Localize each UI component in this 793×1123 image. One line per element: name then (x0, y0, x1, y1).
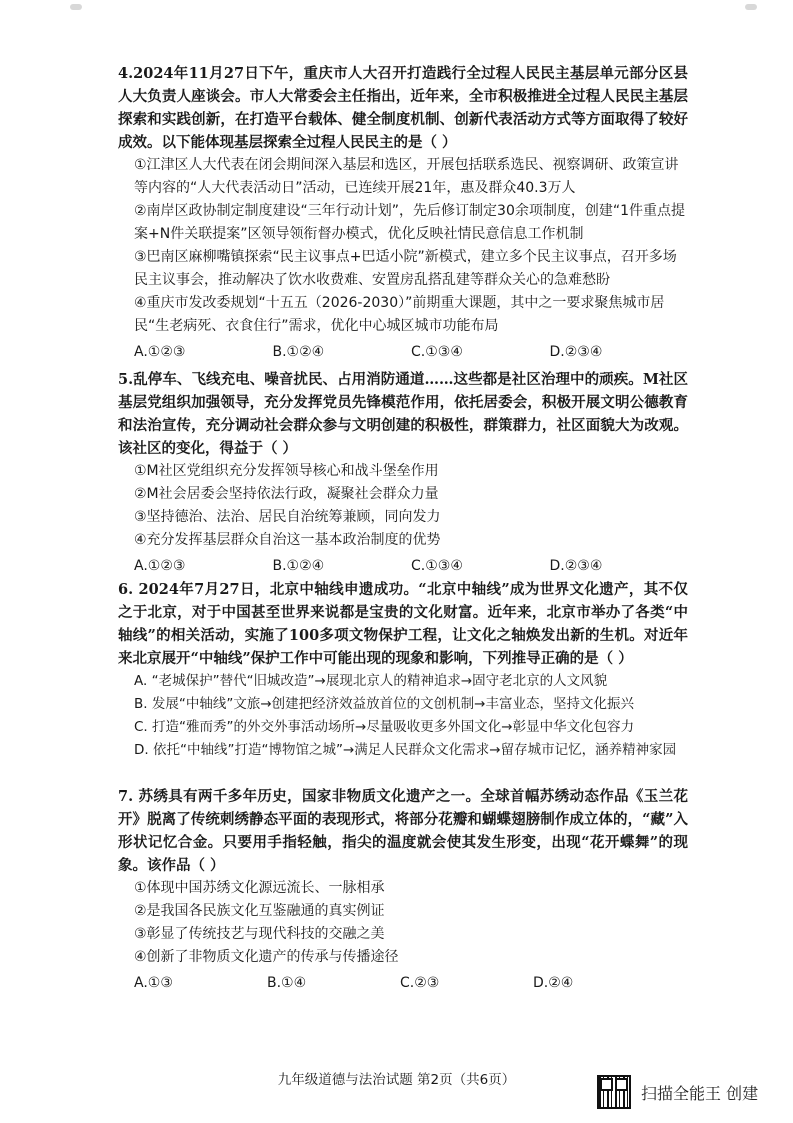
scanner-watermark-text: 扫描全能王 创建 (641, 1083, 759, 1103)
question-7-item-2: ②是我国各民族文化互鉴融通的真实例证 (134, 903, 385, 919)
question-5-item-2: ②M社会居委会坚持依法行政，凝聚社会群众力量 (134, 486, 439, 502)
question-4-choice-d[interactable]: D.②③④ (549, 344, 603, 360)
question-5-choice-c[interactable]: C.①③④ (411, 558, 463, 574)
question-4-item-2: ②南岸区政协制定制度建设“三年行动计划”，先后修订制定30余项制度，创建“1件重点提案+N件关联提案”区领导领衔督办模式，优化反映社情民意信息工作机制 (134, 203, 686, 242)
question-7-choice-c[interactable]: C.②③ (400, 975, 440, 991)
question-7-item-1: ①体现中国苏绣文化源远流长、一脉相承 (134, 880, 385, 896)
question-5-stem: 5.乱停车、飞线充电、噪音扰民、占用消防通道……这些都是社区治理中的顽疾。M社区基层党组织加强领导，充分发挥党员先锋模范作用，依托居委会，积极开展文明公德教育和法治宣传，充分调动社会群众参与文明创建的积极性，群策群力，社区面貌大为改观。该社区的变化，得益于（ ） (118, 371, 688, 457)
question-6-option-b[interactable]: B. 发展“中轴线”文旅→创建把经济效益放首位的文创机制→丰富业态，坚持文化振兴 (134, 696, 634, 712)
scanner-watermark (597, 1075, 758, 1109)
question-7-choices (134, 972, 688, 995)
qr-code-icon (597, 1075, 631, 1109)
question-7-item-3: ③彰显了传统技艺与现代科技的交融之美 (134, 926, 385, 942)
question-5-item-4: ④充分发挥基层群众自治这一基本政治制度的优势 (134, 532, 441, 548)
question-5-choice-a[interactable]: A.①②③ (134, 558, 186, 574)
question-6-stem: 6. 2024年7月27日，北京中轴线申遗成功。“北京中轴线”成为世界文化遗产，其不仅之于北京，对于中国甚至世界来说都是宝贵的文化财富。近年来，北京市举办了各类“中轴线”的相关活动，实施了100多项文物保护工程，让文化之轴焕发出新的生机。对近年来北京展开“中轴线”保护工作中可能出现的现象和影响，下列推导正确的是（ ） (118, 581, 688, 667)
scan-artifact-left (70, 4, 82, 10)
question-4-item-4: ④重庆市发改委规划“十五五（2026-2030）”前期重大课题，其中之一要求聚焦城市居民“生老病死、衣食住行”需求，优化中心城区城市功能布局 (134, 295, 665, 334)
question-4 (118, 62, 688, 364)
question-7-stem: 7. 苏绣具有两千多年历史，国家非物质文化遗产之一。全球首幅苏绣动态作品《玉兰花开》脱离了传统刺绣静态平面的表现形式，将部分花瓣和蝴蝶翅膀制作成立体的，“藏”入形状记忆合金。只要用手指轻触，指尖的温度就会使其发生形变，出现“花开蝶舞”的现象。该作品（ ） (118, 788, 688, 874)
question-7-choice-b[interactable]: B.①④ (267, 975, 307, 991)
question-5 (118, 368, 688, 578)
question-4-choice-a[interactable]: A.①②③ (134, 344, 186, 360)
question-4-choices (134, 341, 688, 364)
question-5-choice-b[interactable]: B.①②④ (272, 558, 325, 574)
question-4-choice-c[interactable]: C.①③④ (411, 344, 463, 360)
question-7-item-4: ④创新了非物质文化遗产的传承与传播途径 (134, 949, 399, 965)
question-6 (118, 578, 688, 762)
page-footer: 九年级道德与法治试题 第2页（共6页） (277, 1072, 516, 1088)
question-7-choice-a[interactable]: A.①③ (134, 975, 173, 991)
question-5-choice-d[interactable]: D.②③④ (549, 558, 603, 574)
question-4-item-1: ①江津区人大代表在闭会期间深入基层和选区，开展包括联系选民、视察调研、政策宣讲等内容的“人大代表活动日”活动，已连续开展21年，惠及群众40.3万人 (134, 157, 679, 196)
question-5-item-3: ③坚持德治、法治、居民自治统筹兼顾，同向发力 (134, 509, 441, 525)
question-4-item-3: ③巴南区麻柳嘴镇探索“民主议事点+巴适小院”新模式，建立多个民主议事点，召开多场民主议事会，推动解决了饮水收费难、安置房乱搭乱建等群众关心的急难愁盼 (134, 249, 677, 288)
question-6-option-d[interactable]: D. 依托“中轴线”打造“博物馆之城”→满足人民群众文化需求→留存城市记忆，涵养精神家园 (134, 742, 677, 758)
question-6-option-c[interactable]: C. 打造“雅而秀”的外交外事活动场所→尽量吸收更多外国文化→彰显中华文化包容力 (134, 719, 635, 735)
question-6-option-a[interactable]: A. “老城保护”替代“旧城改造”→展现北京人的精神追求→固守老北京的人文风貌 (134, 673, 608, 689)
question-5-choices (134, 555, 688, 578)
scan-artifact-right (745, 4, 757, 10)
question-4-choice-b[interactable]: B.①②④ (272, 344, 325, 360)
question-7 (118, 785, 688, 995)
question-4-stem: 4.2024年11月27日下午，重庆市人大召开打造践行全过程人民民主基层单元部分区县人大负责人座谈会。市人大常委会主任指出，近年来，全市积极推进全过程人民民主基层探索和实践创新，在打造平台载体、健全制度机制、创新代表活动方式等方面取得了较好成效。以下能体现基层探索全过程人民民主的是（ ） (118, 65, 688, 151)
question-7-choice-d[interactable]: D.②④ (533, 975, 574, 991)
question-5-item-1: ①M社区党组织充分发挥领导核心和战斗堡垒作用 (134, 463, 439, 479)
